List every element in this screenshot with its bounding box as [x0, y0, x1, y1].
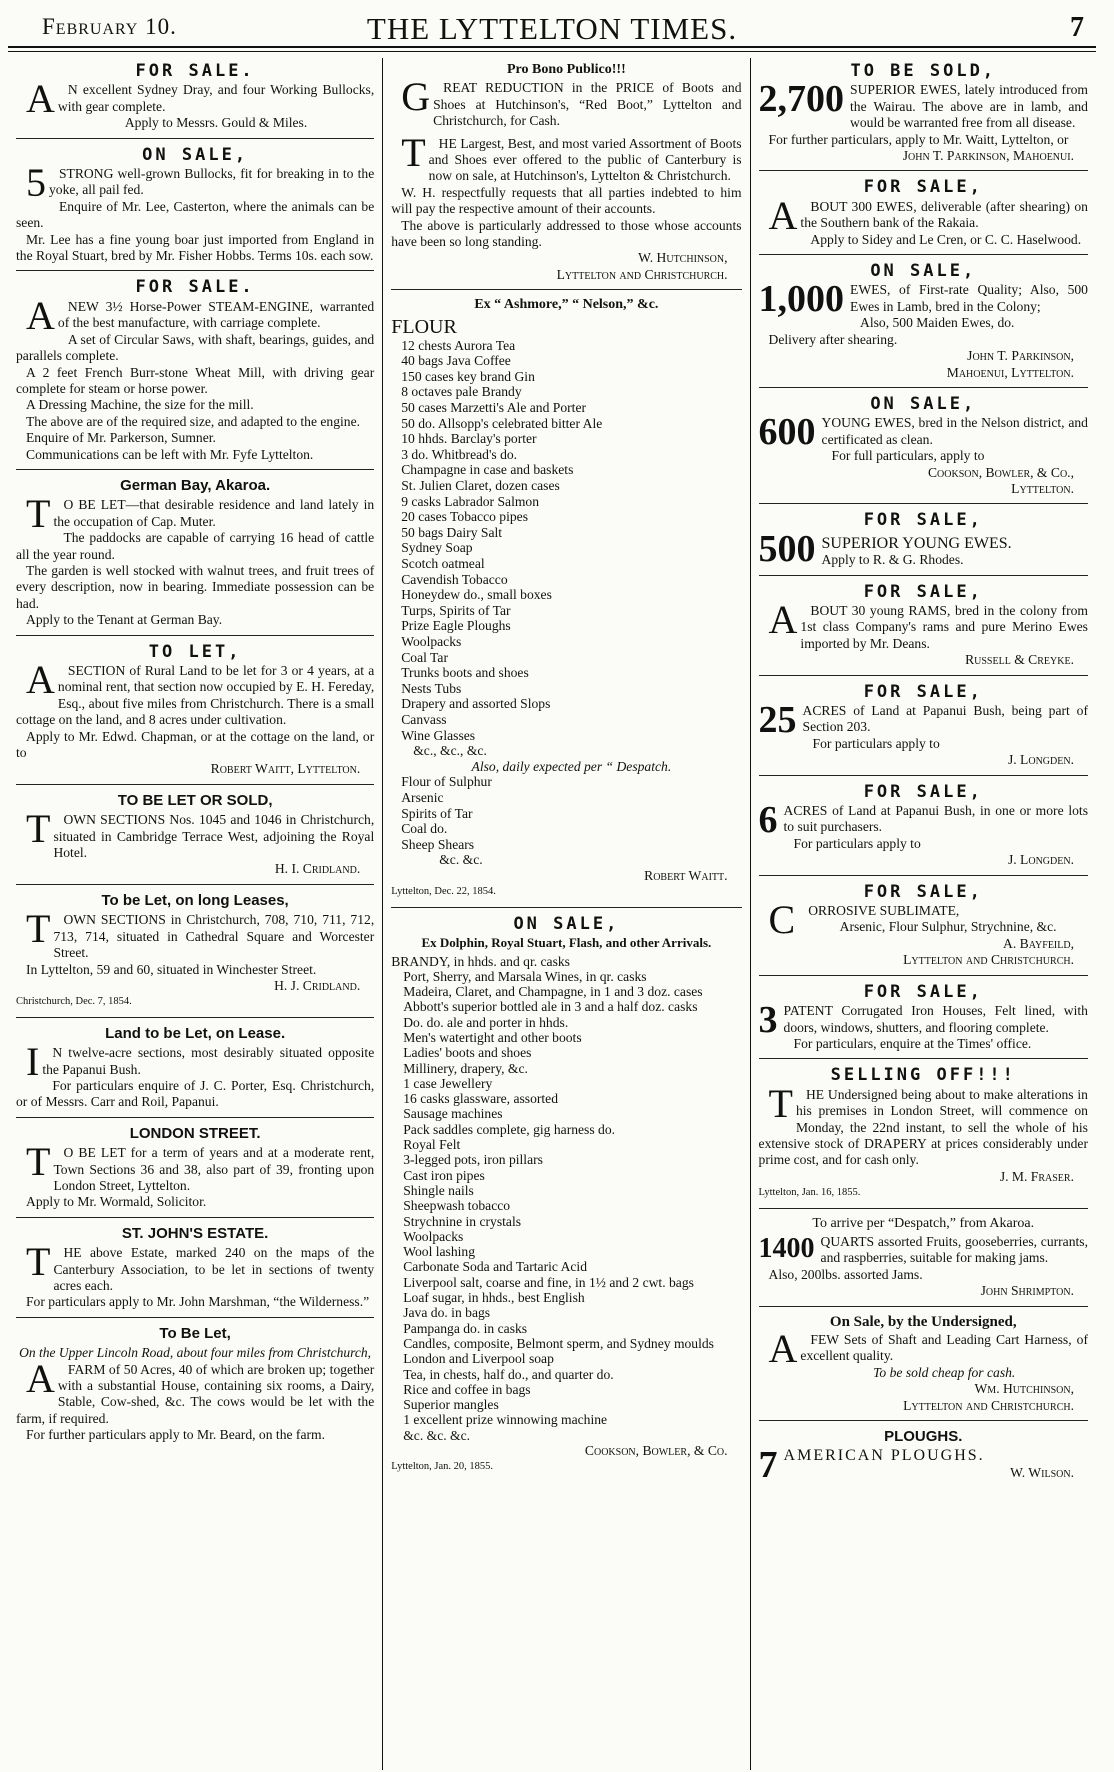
ad-body: For full particulars, apply to — [831, 448, 985, 464]
ad-body: For further particulars, apply to Mr. Waitt, Lyttelton, or — [768, 131, 1069, 147]
list-item: Tea, in chests, half do., and quarter do. — [403, 1366, 614, 1382]
list-item: Java do. in bags — [403, 1305, 491, 1321]
list-item: Abbott's superior bottled ale in 3 and a half doz. casks — [403, 999, 698, 1015]
column-3 — [751, 58, 1096, 1770]
list-item: Honeydew do., small boxes — [401, 587, 552, 603]
list-item: Woolpacks — [401, 633, 462, 649]
ad-signature: W. Wilson. — [1010, 1464, 1074, 1480]
ad-body: ASECTION of Rural Land to be let for 3 or 4 years, at a nominal rent, that section now occupied by E. H. Fereday, Esq., about five miles from Christchurch. There is a small cottage on the land, and 8 acres under cultivation. — [16, 657, 375, 728]
ad-body: AMERICAN PLOUGHS. — [783, 1447, 985, 1465]
ad-subheading: Ex Dolphin, Royal Stuart, Flash, and other Arrivals. — [421, 935, 712, 951]
ad-heading: ON SALE, — [513, 913, 620, 934]
ad-signature: J. Longden. — [1007, 852, 1074, 868]
ad-body: A set of Circular Saws, with shaft, bearings, guides, and parallels complete. — [16, 331, 375, 364]
ad-heading: FOR SALE, — [863, 681, 983, 702]
ad-body: Apply to Sidey and Le Cren, or C. C. Haselwood. — [810, 231, 1082, 247]
ad-subheading: On the Upper Lincoln Road, about four miles from Christchurch, — [19, 1345, 372, 1361]
ad-signature: A. Bayfeild, — [1003, 935, 1074, 951]
ad-body: ANEW 3½ Horse-Power STEAM-ENGINE, warranted of the best manufacture, with carriage complete. — [26, 292, 375, 338]
ad-body: 5STRONG well-grown Bullocks, fit for breaking in to the yoke, all pail fed. — [26, 160, 375, 206]
goods-list — [391, 316, 741, 868]
ad-body: For particulars, enquire at the Times' office. — [793, 1035, 1032, 1051]
ad-signature: Cookson, Bowler, & Co., — [927, 464, 1074, 480]
ad-heading: FOR SALE. — [135, 277, 255, 298]
ad-lead-number: 1,000 — [758, 278, 845, 321]
ad-heading: On Sale, by the Undersigned, — [829, 1313, 1017, 1330]
ad-body: Apply to R. & G. Rhodes. — [821, 552, 964, 568]
ad-london-street — [16, 1121, 374, 1218]
list-item: Shingle nails — [403, 1182, 474, 1198]
list-item: Wine Glasses — [401, 727, 476, 743]
ad-body: ACRES of Land at Papanui Bush, being part of Section 203. — [802, 703, 1088, 735]
ad-heading: To Be Let, — [159, 1324, 231, 1342]
ad-heading: To arrive per “Despatch,” from Akaroa. — [812, 1215, 1035, 1231]
columns — [8, 58, 1096, 1770]
list-item: Liverpool salt, coarse and fine, in 1½ and 2 cwt. bags — [403, 1274, 694, 1290]
masthead — [8, 8, 1096, 48]
ad-farm-to-let — [16, 1321, 374, 1450]
list-item: Cast iron pipes — [403, 1167, 485, 1183]
list-item: Carbonate Soda and Tartaric Acid — [403, 1259, 587, 1275]
list-item: Do. do. ale and porter in hhds. — [403, 1014, 569, 1030]
ad-ex-ashmore-nelson — [391, 293, 741, 907]
ad-land-lease — [16, 1021, 374, 1118]
ad-signature: John Shrimpton. — [980, 1283, 1074, 1299]
list-item: FLOUR — [391, 315, 457, 338]
ad-body: For particulars apply to — [793, 835, 921, 851]
list-item: &c. &c. &c. — [403, 1427, 471, 1443]
ad-heading: ON SALE, — [870, 393, 977, 414]
ad-body: IN twelve-acre sections, most desirably situated opposite the Papanui Bush. — [26, 1039, 375, 1085]
ad-body: TOWN SECTIONS Nos. 1045 and 1046 in Christchurch, situated in Cambridge Terrace West, adjoining the Royal Hotel. — [26, 806, 375, 861]
ad-body: SUPERIOR YOUNG EWES. — [821, 534, 1012, 552]
ad-lead-number: 3 — [758, 999, 778, 1042]
ad-lead-number: 500 — [758, 527, 816, 570]
ad-heading: FOR SALE, — [863, 581, 983, 602]
ad-signature: H. I. Cridland. — [274, 861, 361, 877]
column-1 — [8, 58, 383, 1770]
ad-bullocks-on-sale — [16, 142, 374, 272]
list-item: London and Liverpool soap — [403, 1351, 554, 1367]
list-item: Sydney Soap — [401, 540, 473, 556]
ad-body: Delivery after shearing. — [768, 331, 898, 347]
list-item: Madeira, Claret, and Champagne, in 1 and 3 doz. cases — [403, 984, 703, 1000]
ad-body: GREAT REDUCTION in the PRICE of Boots and Shoes at Hutchinson's, “Red Boot,” Lyttelton and Christchurch, for Cash. — [401, 74, 742, 129]
ad-body: Apply to Mr. Wormald, Solicitor. — [26, 1194, 207, 1210]
list-item: Turps, Spirits of Tar — [401, 602, 511, 618]
ad-body: Arsenic, Flour Sulphur, Strychnine, &c. — [839, 919, 1057, 935]
ad-dray-for-sale — [16, 58, 374, 139]
ad-body: For particulars apply to Mr. John Marshman, “the Wilderness.” — [26, 1294, 370, 1310]
ad-body: TO BE LET—that desirable residence and land lately in the occupation of Cap. Muter. — [26, 491, 375, 537]
ad-signature: Wm. Hutchinson, — [974, 1381, 1074, 1397]
list-item: Millinery, drapery, &c. — [403, 1060, 528, 1076]
list-item: 50 cases Marzetti's Ale and Porter — [401, 400, 587, 416]
ad-body: Enquire of Mr. Lee, Casterton, where the animals can be seen. — [16, 198, 375, 231]
ad-signature: Robert Waitt. — [644, 867, 728, 883]
ad-body: The paddocks are capable of carrying 16 head of cattle all the year round. — [16, 530, 375, 562]
ad-body: The above is particularly addressed to those whose accounts have been so long standing. — [391, 217, 742, 250]
list-item: Port, Sherry, and Marsala Wines, in qr. casks — [403, 968, 647, 984]
list-item: Trunks boots and shoes — [401, 665, 529, 681]
ad-signature: John T. Parkinson, Mahoenui. — [902, 148, 1074, 164]
ad-signature: Lyttelton and Christchurch. — [556, 266, 728, 282]
ad-1000-ewes — [759, 258, 1088, 388]
list-item: 16 casks glassware, assorted — [403, 1091, 559, 1107]
ad-body: CORROSIVE SUBLIMATE, — [768, 897, 960, 943]
ad-heading: ON SALE, — [870, 261, 977, 282]
ad-selling-off — [759, 1062, 1088, 1208]
ad-heading: FOR SALE. — [135, 61, 255, 81]
ad-signature: Lyttelton and Christchurch. — [903, 952, 1074, 968]
list-item: Strychnine in crystals — [403, 1213, 522, 1229]
ad-body: To be sold cheap for cash. — [873, 1364, 1016, 1380]
list-item: Scotch oatmeal — [401, 556, 485, 571]
ad-rural-land-to-let — [16, 639, 374, 785]
ad-body: TOWN SECTIONS in Christchurch, 708, 710, 711, 712, 713, 714, situated in Cathedral Square and Worcester Street. — [26, 906, 375, 961]
list-item: Cavendish Tobacco — [401, 571, 508, 587]
ad-corrosive-sublimate — [759, 879, 1088, 976]
list-item: Nests Tubs — [401, 680, 462, 696]
ad-heading: Ex “ Ashmore,” “ Nelson,” &c. — [474, 297, 659, 313]
list-item: Sheep Shears — [401, 836, 475, 852]
list-item: Coal do. — [401, 821, 448, 837]
ad-body: Also, 200lbs. assorted Jams. — [768, 1266, 923, 1282]
ad-heading: FOR SALE, — [863, 981, 983, 1002]
list-item: 3 do. Whitbread's do. — [401, 446, 518, 462]
ad-body: For particulars enquire of J. C. Porter, Esq. Christchurch, or of Messrs. Carr and Roil, Papanui. — [16, 1077, 375, 1110]
ad-600-young-ewes — [759, 391, 1088, 504]
list-item: 3-legged pots, iron pillars — [403, 1152, 543, 1168]
ad-300-ewes — [759, 174, 1088, 255]
ad-signature: Lyttelton. — [1011, 480, 1074, 496]
list-item: 50 bags Dairy Salt — [401, 524, 503, 540]
goods-list — [391, 954, 741, 1444]
ad-body: SUPERIOR EWES, lately introduced from the Wairau. The above are in lamb, and would be warranted free from all disease. — [850, 82, 1088, 131]
ad-heading: German Bay, Akaroa. — [120, 476, 271, 494]
list-item: Champagne in case and baskets — [401, 462, 574, 478]
list-item: Drapery and assorted Slops — [401, 696, 551, 712]
ad-body: TO BE LET for a term of years and at a moderate rent, Town Sections 36 and 38, also part of 39, fronting upon London Street, Lyttelton. — [26, 1139, 375, 1193]
ad-500-young-ewes — [759, 507, 1088, 575]
ad-lead-number: 1400 — [758, 1232, 815, 1264]
ad-signature: Russell & Creyke. — [965, 652, 1074, 668]
ad-body: AFEW Sets of Shaft and Leading Cart Harness, of excellent quality. — [768, 1326, 1088, 1371]
list-item: BRANDY, in hhds. and qr. casks — [391, 953, 570, 969]
ad-signature: W. Hutchinson, — [638, 250, 728, 266]
list-item: Superior mangles — [403, 1397, 499, 1413]
ad-body: THE above Estate, marked 240 on the maps of the Canterbury Association, to be let in sections of twenty acres each. — [26, 1239, 375, 1293]
list-item: Arsenic — [401, 789, 444, 805]
ad-body: PATENT Corrugated Iron Houses, Felt lined, with doors, windows, shutters, and flooring complete. — [783, 1003, 1088, 1035]
ad-body: ACRES of Land at Papanui Bush, in one or more lots to suit purchasers. — [783, 803, 1088, 835]
ad-heading: TO BE SOLD, — [850, 61, 997, 81]
ad-ex-dolphin-on-sale — [391, 911, 741, 1482]
ad-heading: ST. JOHN'S ESTATE. — [121, 1224, 269, 1242]
ad-body: THE Largest, Best, and most varied Assortment of Boots and Shoes ever offered to the public of Canterbury is now on sale, at Hutchinson's, Lyttelton & Christchurch. — [401, 129, 742, 184]
list-item: &c. &c. — [439, 852, 483, 868]
ad-heading: SELLING OFF!!! — [830, 1065, 1016, 1086]
ad-body: A Dressing Machine, the size for the mill. — [26, 397, 254, 413]
ad-st-johns-estate — [16, 1221, 374, 1318]
ad-pro-bono-publico — [391, 58, 741, 290]
ad-despatch-fruits — [759, 1212, 1088, 1307]
ad-lead-number: 600 — [758, 411, 816, 454]
list-item: Woolpacks — [403, 1228, 464, 1244]
ad-german-bay — [16, 473, 374, 636]
ad-body: Communications can be left with Mr. Fyfe Lyttelton. — [26, 446, 314, 462]
ad-ploughs — [759, 1424, 1088, 1487]
issue-date: February 10. — [42, 14, 177, 39]
ad-signature: Mahoenui, Lyttelton. — [946, 364, 1074, 380]
ad-heading: ON SALE, — [142, 144, 249, 165]
ad-signature: J. Longden. — [1007, 752, 1074, 768]
ad-body: YOUNG EWES, bred in the Nelson district, and certificated as clean. — [821, 415, 1088, 447]
ad-long-leases — [16, 888, 374, 1018]
list-item: Prize Eagle Ploughs — [401, 618, 511, 634]
list-item: Spirits of Tar — [401, 805, 473, 821]
ad-heading: FOR SALE, — [863, 177, 983, 198]
ad-body: Apply to Mr. Edwd. Chapman, or at the cottage on the land, or to — [16, 728, 375, 761]
list-item: Loaf sugar, in hhds., best English — [403, 1290, 585, 1306]
list-item: 12 chests Aurora Tea — [401, 337, 516, 353]
list-item: 1 case Jewellery — [403, 1075, 493, 1091]
list-item: Royal Felt — [403, 1137, 461, 1153]
list-item: 8 octaves pale Brandy — [401, 384, 522, 400]
ad-heading: LONDON STREET. — [129, 1124, 261, 1142]
ad-heading: PLOUGHS. — [884, 1428, 963, 1446]
list-item: Canvass — [401, 711, 447, 727]
ad-date: Lyttelton, Dec. 22, 1854. — [391, 886, 496, 898]
list-item: Rice and coffee in bags — [403, 1381, 531, 1397]
ad-body: A 2 feet French Burr-stone Wheat Mill, with driving gear complete for steam or horse power. — [16, 364, 375, 396]
ad-cart-harness — [759, 1310, 1088, 1421]
ad-body: Mr. Lee has a fine young boar just imported from England in the Royal Stuart, bred by Mr. Fisher Hobbs. Terms 10s. each sow. — [16, 231, 375, 264]
newspaper-title: THE LYTTELTON TIMES. — [366, 11, 738, 46]
ad-date: Christchurch, Dec. 7, 1854. — [16, 996, 132, 1008]
list-item: 9 casks Labrador Salmon — [401, 493, 540, 509]
masthead-rule — [8, 48, 1096, 52]
ad-steam-engine — [16, 274, 374, 469]
ad-date: Lyttelton, Jan. 16, 1855. — [758, 1187, 861, 1199]
ad-30-rams — [759, 579, 1088, 676]
ad-date: Lyttelton, Jan. 20, 1855. — [391, 1461, 494, 1473]
ad-body: ABOUT 300 EWES, deliverable (after shearing) on the Southern bank of the Rakaia. — [768, 192, 1088, 238]
list-item: Wool lashing — [403, 1244, 476, 1260]
list-item: 40 bags Java Coffee — [401, 353, 511, 369]
ad-signature: H. J. Cridland. — [274, 977, 361, 993]
ad-heading: TO BE LET OR SOLD, — [117, 791, 273, 809]
ad-body: Apply to the Tenant at German Bay. — [26, 612, 223, 628]
ad-town-sections-to-let-or-sold — [16, 788, 374, 885]
ad-signature: J. M. Fraser. — [999, 1168, 1074, 1184]
list-item: 150 cases key brand Gin — [401, 368, 535, 384]
ad-signature: John T. Parkinson, — [967, 348, 1074, 364]
ad-lead-number: 2,700 — [758, 78, 845, 121]
ad-body: ABOUT 30 young RAMS, bred in the colony from 1st class Company's rams and pure Merino Ewes imported by Mr. Deans. — [768, 596, 1088, 651]
ad-body: AN excellent Sydney Dray, and four Working Bullocks, with gear complete. — [26, 76, 375, 122]
ad-lead-number: 6 — [758, 799, 778, 842]
list-item: 10 hhds. Barclay's porter — [401, 431, 537, 447]
ad-lead-number: 7 — [758, 1444, 778, 1487]
list-item: St. Julien Claret, dozen cases — [401, 478, 560, 494]
ad-heading: Land to be Let, on Lease. — [105, 1024, 286, 1042]
ad-body: The garden is well stocked with walnut trees, and fruit trees of every description, now in bearing. Immediate possession can be had. — [16, 562, 375, 611]
list-item: Flour of Sulphur — [401, 774, 492, 790]
ad-body: For particulars apply to — [812, 735, 940, 751]
list-item: 20 cases Tobacco pipes — [401, 509, 528, 525]
ad-body: W. H. respectfully requests that all parties indebted to him will pay the respective amount of their accounts. — [391, 184, 742, 217]
list-item: Pack saddles complete, gig harness do. — [403, 1121, 616, 1137]
ad-body: For further particulars apply to Mr. Beard, on the farm. — [26, 1427, 325, 1443]
ad-contact: Apply to Messrs. Gould & Miles. — [124, 115, 308, 131]
column-2 — [383, 58, 750, 1770]
ad-heading: To be Let, on long Leases, — [101, 891, 289, 909]
ad-lead-number: 25 — [758, 699, 797, 741]
list-item: Pampanga do. in casks — [403, 1320, 528, 1336]
list-item: Men's watertight and other boots — [403, 1029, 582, 1045]
ad-body: QUARTS assorted Fruits, gooseberries, currants, and raspberries, suitable for making jams. — [820, 1233, 1088, 1266]
list-item: Sausage machines — [403, 1106, 503, 1122]
ad-body: Also, 500 Maiden Ewes, do. — [860, 315, 1015, 331]
ad-heading: FOR SALE, — [863, 781, 983, 802]
ad-heading: FOR SALE, — [863, 510, 983, 531]
ad-6-acres — [759, 779, 1088, 876]
list-item: 50 do. Allsopp's celebrated bitter Ale — [401, 415, 603, 431]
ad-25-acres — [759, 679, 1088, 776]
ad-signature: Cookson, Bowler, & Co. — [584, 1443, 728, 1458]
ad-2700-ewes — [759, 58, 1088, 171]
page-number: 7 — [1070, 12, 1084, 43]
ad-body: AFARM of 50 Acres, 40 of which are broken up; together with a substantial House, containing six rooms, a Dairy, Stable, Cow-shed, &c. The cows would be let with the farm, if required. — [16, 1355, 375, 1426]
list-item: Ladies' boots and shoes — [403, 1045, 532, 1061]
ad-body: EWES, of First-rate Quality; Also, 500 Ewes in Lamb, bred in the Colony; — [850, 282, 1088, 314]
list-item: Candles, composite, Belmont sperm, and Sydney moulds — [403, 1335, 714, 1351]
ad-heading: TO LET, — [148, 641, 242, 662]
ad-heading: Pro Bono Publico!!! — [507, 62, 626, 77]
ad-signature: Robert Waitt, Lyttelton. — [210, 761, 361, 777]
ad-body: The above are of the required size, and adapted to the engine. — [26, 413, 361, 429]
list-item: Sheepwash tobacco — [403, 1198, 511, 1214]
ad-body: Enquire of Mr. Parkerson, Sumner. — [26, 430, 216, 446]
list-item: &c., &c., &c. — [413, 743, 487, 759]
ad-iron-houses — [759, 979, 1088, 1060]
ad-body: THE Undersigned being about to make alterations in his premises in London Street, will commence on Monday, the 22nd instant, to sell the whole of his extensive stock of DRAPERY at prices considerably under prime cost, and for cash only. — [758, 1080, 1088, 1168]
also-expected: Also, daily expected per “ Despatch. — [471, 758, 672, 774]
ad-body: In Lyttelton, 59 and 60, situated in Winchester Street. — [26, 961, 317, 977]
ad-heading: FOR SALE, — [863, 881, 983, 902]
list-item: Coal Tar — [401, 649, 448, 665]
list-item: 1 excellent prize winnowing machine — [403, 1412, 608, 1428]
ad-signature: Lyttelton and Christchurch. — [903, 1397, 1074, 1413]
